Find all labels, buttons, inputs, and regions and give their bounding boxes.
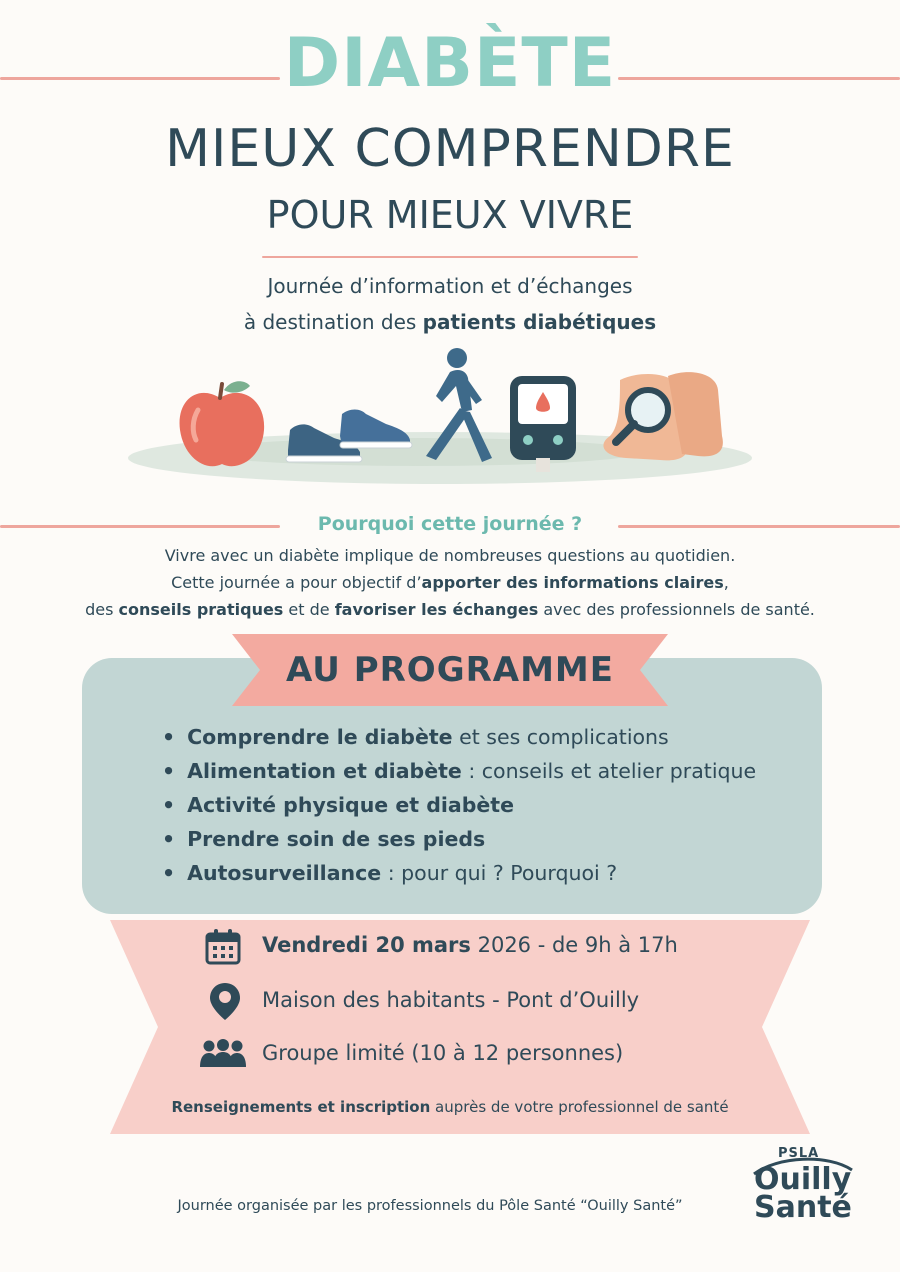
- group-icon: [200, 1037, 246, 1071]
- why-line-3-a: des: [85, 600, 119, 619]
- poster-subtitle-2: POUR MIEUX VIVRE: [266, 193, 634, 237]
- registration-bold: Renseignements et inscription: [171, 1098, 431, 1116]
- poster-subtitle-1: MIEUX COMPRENDRE: [165, 119, 735, 179]
- glucose-meter-icon: [510, 376, 576, 472]
- program-item: [162, 788, 756, 822]
- footer-text: Journée organisée par les professionnels du Pôle Santé “Ouilly Santé”: [177, 1198, 683, 1214]
- program-item-bold: Alimentation et diabète: [187, 759, 462, 783]
- logo-ouilly: Ouilly: [754, 1162, 852, 1197]
- intro-line-2: [0, 304, 900, 340]
- why-line-3-b: conseils pratiques: [118, 600, 284, 619]
- program-item-bold: Comprendre le diabète: [187, 725, 453, 749]
- logo-psla: PSLA: [778, 1146, 820, 1161]
- why-line-3-c: et de: [283, 600, 335, 619]
- registration-rest: auprès de votre professionnel de santé: [430, 1098, 729, 1116]
- ouilly-sante-logo: [748, 1146, 858, 1226]
- poster-title: DIABÈTE: [283, 24, 617, 103]
- why-line-3: [0, 596, 900, 623]
- program-item-rest: : conseils et atelier pratique: [461, 759, 757, 783]
- event-date-bold: Vendredi 20 mars: [262, 933, 471, 957]
- event-date: [262, 926, 678, 964]
- subtitle-rule: [262, 256, 638, 258]
- event-date-rest: 2026 - de 9h à 17h: [470, 933, 678, 957]
- intro-line-2-prefix: à destination des: [243, 310, 423, 334]
- calendar-icon: [204, 928, 242, 966]
- intro-text: [0, 268, 900, 340]
- logo-sante: Santé: [754, 1190, 852, 1225]
- program-title: AU PROGRAMME: [285, 650, 614, 690]
- why-title: Pourquoi cette journée ?: [317, 513, 583, 535]
- program-item: [162, 754, 756, 788]
- program-item-rest: et ses complications: [452, 725, 669, 749]
- program-list: [162, 720, 756, 890]
- intro-line-1: Journée d’information et d’échanges: [267, 274, 633, 298]
- program-item: [162, 720, 756, 754]
- why-line-1: Vivre avec un diabète implique de nombreuses questions au quotidien.: [164, 546, 736, 565]
- group-size: Groupe limité (10 à 12 personnes): [262, 1041, 624, 1065]
- program-item-rest: : pour qui ? Pourquoi ?: [381, 861, 618, 885]
- program-item-bold: Autosurveillance: [187, 861, 382, 885]
- feet-magnifier-icon: [603, 372, 722, 460]
- why-line-2-a: Cette journée a pour objectif d’: [171, 573, 422, 592]
- why-line-2-c: ,: [723, 573, 729, 592]
- program-item-bold: Activité physique et diabète: [187, 793, 515, 817]
- event-place: Maison des habitants - Pont d’Ouilly: [262, 988, 640, 1012]
- apple-icon: [180, 381, 265, 466]
- intro-line-2-bold: patients diabétiques: [422, 310, 657, 334]
- location-pin-icon: [206, 981, 244, 1021]
- why-line-2-b: apporter des informations claires: [421, 573, 724, 592]
- health-illustration: [120, 340, 760, 490]
- registration-info: [0, 1095, 900, 1119]
- why-text: [0, 542, 900, 623]
- program-item: [162, 856, 756, 890]
- program-item-bold: Prendre soin de ses pieds: [187, 827, 486, 851]
- why-line-2: [0, 569, 900, 596]
- why-line-3-e: avec des professionnels de santé.: [538, 600, 815, 619]
- why-line-3-d: favoriser les échanges: [334, 600, 539, 619]
- program-item: [162, 822, 756, 856]
